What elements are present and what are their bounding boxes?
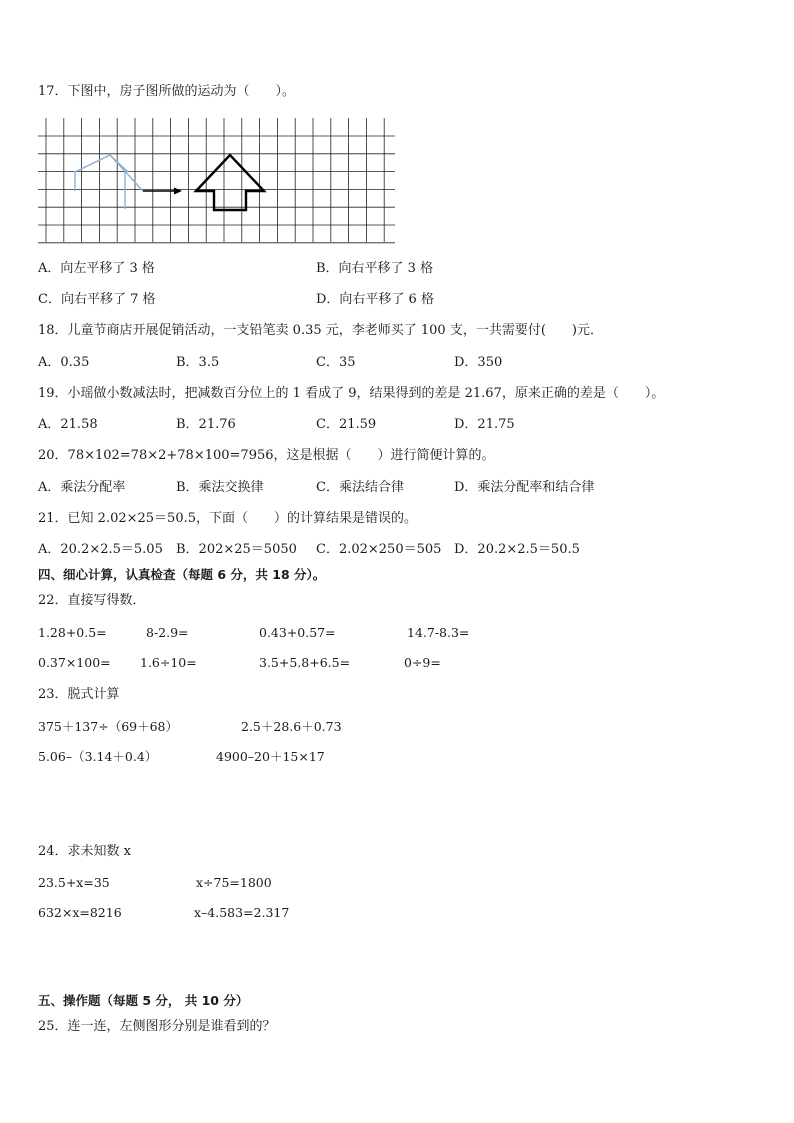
q18-option-d[interactable]: D．350 [454, 355, 503, 370]
q25-stem: 25．连一连，左侧图形分别是谁看到的？ [38, 1019, 276, 1034]
q22-item: 14.7-8.3= [407, 625, 470, 640]
q21-option-a[interactable]: A．20.2×2.5＝5.05 [38, 542, 163, 557]
q20-option-b[interactable]: B．乘法交换律 [176, 480, 264, 495]
q22-item: 0.43+0.57= [259, 625, 336, 640]
q19-option-d[interactable]: D．21.75 [454, 417, 515, 432]
q18-option-a[interactable]: A．0.35 [38, 355, 90, 370]
q21-option-b[interactable]: B．202×25＝5050 [176, 542, 297, 557]
q23-item: 4900–20＋15×17 [216, 749, 325, 764]
q24-item: x÷75=1800 [196, 875, 272, 890]
q19-option-a[interactable]: A．21.58 [38, 417, 98, 432]
q17-option-d[interactable]: D．向右平移了 6 格 [316, 292, 434, 307]
q19-option-b[interactable]: B．21.76 [176, 417, 236, 432]
q20-option-d[interactable]: D．乘法分配率和结合律 [454, 480, 595, 495]
q22-stem: 22．直接写得数． [38, 593, 146, 608]
q20-option-a[interactable]: A．乘法分配率 [38, 480, 126, 495]
translation-arrow-head [174, 188, 182, 195]
q18-option-b[interactable]: B．3.5 [176, 355, 220, 370]
original-house-roof-right [110, 155, 128, 172]
q22-item: 3.5+5.8+6.5= [259, 655, 351, 670]
section-4-title: 四、细心计算，认真检查（每题 6 分，共 18 分）。 [38, 567, 326, 582]
q23-stem: 23．脱式计算 [38, 687, 120, 702]
q17-stem: 17．下图中，房子图所做的运动为（ ）。 [38, 84, 296, 99]
q20-option-c[interactable]: C．乘法结合律 [316, 480, 404, 495]
section-5-title: 五、操作题（每题 5 分， 共 10 分） [38, 993, 249, 1008]
q22-item: 0.37×100= [38, 655, 111, 670]
q24-item: 23.5+x=35 [38, 875, 110, 890]
q21-option-d[interactable]: D．20.2×2.5＝50.5 [454, 542, 580, 557]
q17-option-b[interactable]: B．向右平移了 3 格 [316, 261, 434, 276]
q22-item: 0÷9= [404, 655, 441, 670]
q19-stem: 19．小瑶做小数减法时，把减数百分位上的 1 看成了 9，结果得到的差是 21.67，原来正确的差是（ ）。 [38, 386, 665, 401]
original-house-shape [75, 155, 143, 191]
q22-item: 8-2.9= [146, 625, 189, 640]
q21-option-c[interactable]: C．2.02×250＝505 [316, 542, 442, 557]
q24-stem: 24．求未知数 x [38, 844, 132, 859]
q23-item: 5.06–（3.14＋0.4） [38, 749, 158, 764]
q23-item: 2.5＋28.6＋0.73 [241, 719, 342, 734]
house-translation-grid [38, 118, 398, 244]
q17-option-c[interactable]: C．向右平移了 7 格 [38, 292, 156, 307]
q22-item: 1.28+0.5= [38, 625, 107, 640]
q18-option-c[interactable]: C．35 [316, 355, 356, 370]
q21-stem: 21．已知 2.02×25＝50.5，下面（ ）的计算结果是错误的。 [38, 511, 417, 526]
grid-lines [38, 118, 395, 244]
q19-option-c[interactable]: C．21.59 [316, 417, 377, 432]
q18-stem: 18．儿童节商店开展促销活动，一支铅笔卖 0.35 元，李老师买了 100 支，一共需要付( )元． [38, 323, 603, 338]
q24-item: 632×x=8216 [38, 905, 122, 920]
q23-item: 375＋137÷（69＋68） [38, 719, 179, 734]
q17-option-a[interactable]: A．向左平移了 3 格 [38, 261, 155, 276]
q24-item: x–4.583=2.317 [194, 905, 290, 920]
q22-item: 1.6÷10= [140, 655, 197, 670]
q20-stem: 20．78×102=78×2+78×100=7956，这是根据（ ）进行简便计算的。 [38, 448, 495, 463]
